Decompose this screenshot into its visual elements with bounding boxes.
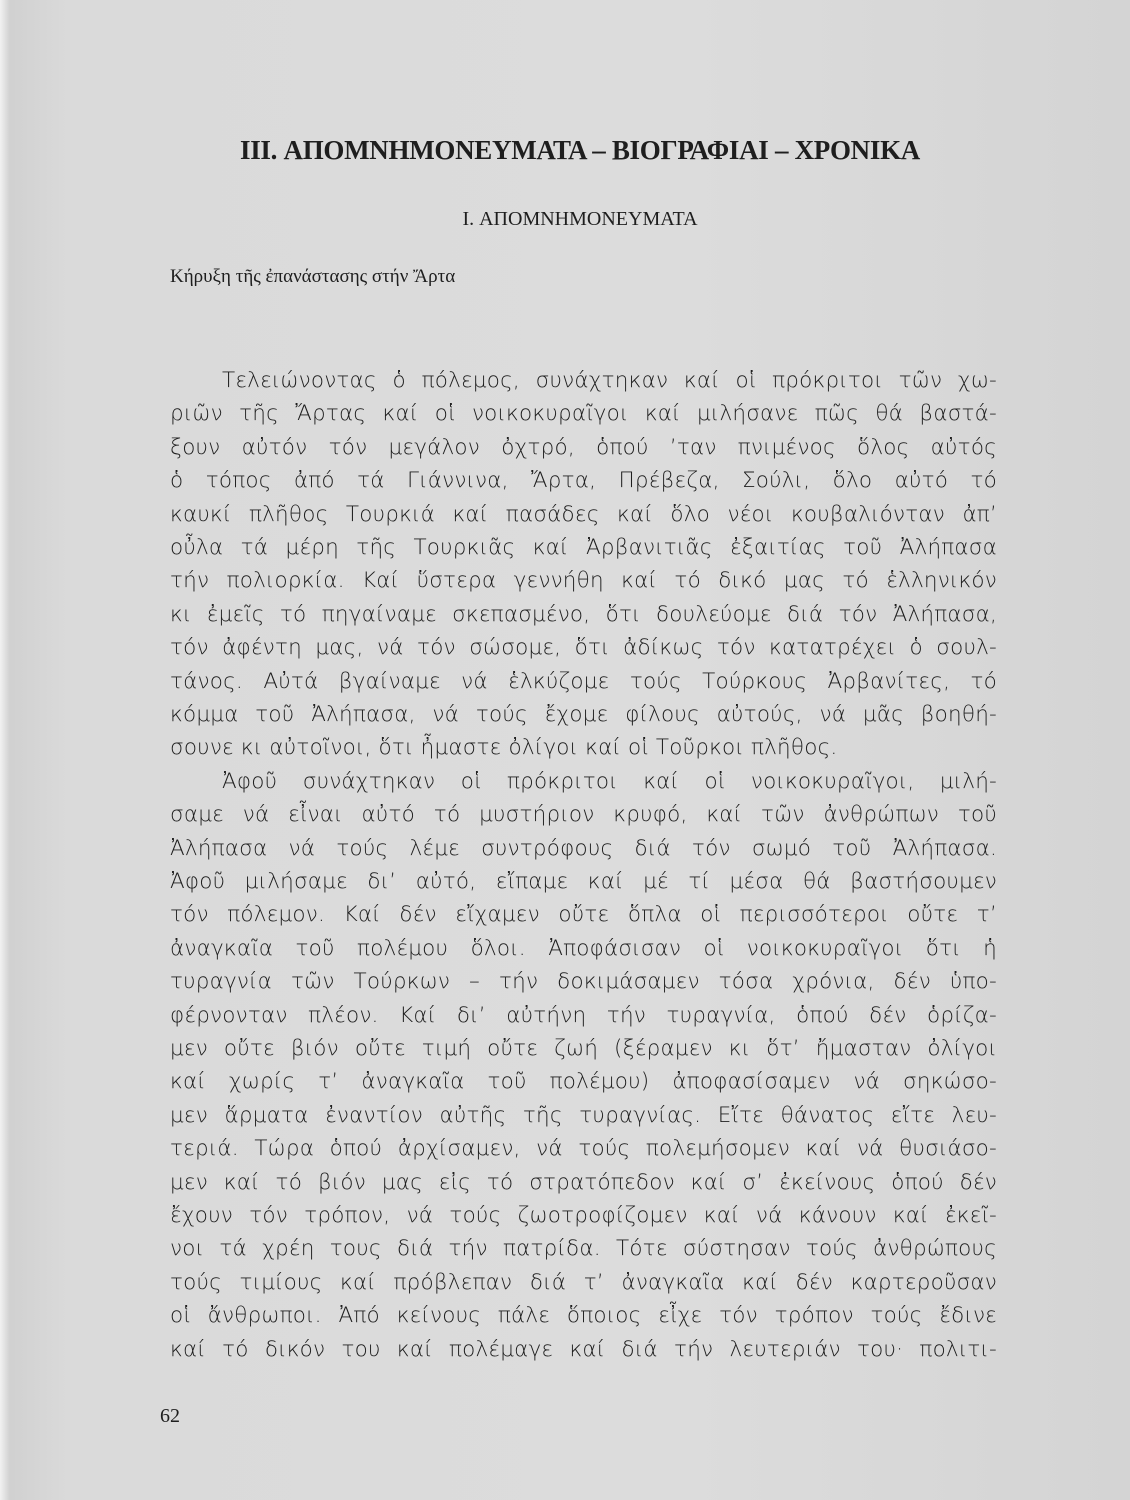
text-line: ριῶν τῆς Ἄρτας καί οἱ νοικοκυραῖγοι καί μιλήσανε πῶς θά βαστά- — [170, 401, 997, 427]
text-line: τόν πόλεμον. Καί δέν εἴχαμεν οὔτε ὅπλα οἱ περισσότεροι οὔτε τ’ — [170, 902, 997, 928]
text-line: κόμμα τοῦ Ἀλήπασα, νά τούς ἔχομε φίλους αὐτούς, νά μᾶς βοηθή- — [170, 702, 997, 727]
text-line: καί χωρίς τ’ ἀναγκαῖα τοῦ πολέμου) ἀποφασίσαμεν νά σηκώσο- — [170, 1069, 997, 1095]
text-line: φέρνονταν πλέον. Καί δι’ αὐτήνη τήν τυραγνία, ὁπού δέν ὁρίζα- — [170, 1002, 997, 1028]
text-line: ὁ τόπος ἀπό τά Γιάννινα, Ἄρτα, Πρέβεζα, Σούλι, ὅλο αὐτό τό — [170, 468, 997, 494]
text-line: ἔχουν τόν τρόπον, νά τούς ζωοτροφίζομεν καί νά κάνουν καί ἐκεῖ- — [170, 1203, 997, 1228]
text-line: μεν ἅρματα ἐναντίον αὐτῆς τῆς τυραγνίας. Εἴτε θάνατος εἴτε λευ- — [170, 1102, 997, 1128]
text-line: τόν ἀφέντη μας, νά τόν σώσομε, ὅτι ἀδίκως τόν κατατρέχει ὁ σουλ- — [170, 635, 997, 661]
text-line: Ἀφοῦ μιλήσαμε δι’ αὐτό, εἴπαμε καί μέ τί μέσα θά βαστήσουμεν — [170, 869, 997, 894]
text-line: Ἀφοῦ συνάχτηκαν οἱ πρόκριτοι καί οἱ νοικοκυραῖγοι, μιλή- — [222, 768, 997, 794]
chapter-title: I. ΑΠΟΜΝΗΜΟΝΕΥΜΑΤΑ — [462, 208, 698, 230]
text-line: Ἀλήπασα νά τούς λέμε συντρόφους διά τόν σωμό τοῦ Ἀλήπασα. — [170, 835, 997, 861]
text-line: σουνε κι αὐτοῖνοι, ὅτι ἦμαστε ὀλίγοι καί οἱ Τοῦρκοι πλῆθος. — [170, 735, 838, 761]
text-line: κι ἐμεῖς τό πηγαίναμε σκεπασμένο, ὅτι δουλεύομε διά τόν Ἀλήπασα, — [170, 601, 997, 627]
text-line: νοι τά χρέη τους διά τήν πατρίδα. Τότε σύστησαν τούς ἀνθρώπους — [170, 1236, 997, 1262]
page-edge-shadow — [0, 0, 10, 1500]
text-line: τυραγνία τῶν Τούρκων – τήν δοκιμάσαμεν τόσα χρόνια, δέν ὑπο- — [170, 969, 997, 995]
text-line: οἱ ἄνθρωποι. Ἀπό κείνους πάλε ὅποιος εἶχε τόν τρόπον τούς ἔδινε — [170, 1303, 997, 1329]
text-line: οὖλα τά μέρη τῆς Τουρκιᾶς καί Ἀρβανιτιᾶς ἐξαιτίας τοῦ Ἀλήπασα — [170, 535, 997, 560]
text-line: ἀναγκαῖα τοῦ πολέμου ὅλοι. Ἀποφάσισαν οἱ νοικοκυραῖγοι ὅτι ἡ — [170, 935, 997, 961]
page-number: 62 — [160, 1405, 180, 1427]
part-title: III. ΑΠΟΜΝΗΜΟΝΕΥΜΑΤΑ – ΒΙΟΓΡΑΦΙΑΙ – ΧΡΟΝΙΚΑ — [240, 135, 920, 165]
text-line: σαμε νά εἶναι αὐτό τό μυστήριον κρυφό, καί τῶν ἀνθρώπων τοῦ — [170, 802, 997, 828]
text-line: ξουν αὐτόν τόν μεγάλον ὀχτρό, ὁπού ’ταν πνιμένος ὅλος αὐτός — [170, 434, 997, 460]
text-line: μεν καί τό βιόν μας εἰς τό στρατόπεδον καί σ’ ἐκείνους ὁπού δέν — [170, 1169, 997, 1195]
section-title: Κήρυξη τῆς ἐπανάστασης στήν Ἄρτα — [170, 266, 456, 287]
text-line: τεριά. Τώρα ὁπού ἀρχίσαμεν, νά τούς πολεμήσομεν καί νά θυσιάσο- — [170, 1136, 997, 1162]
text-line: Τελειώνοντας ὁ πόλεμος, συνάχτηκαν καί οἱ πρόκριτοι τῶν χω- — [222, 368, 997, 393]
text-line: τούς τιμίους καί πρόβλεπαν διά τ’ ἀναγκαῖα καί δέν καρτεροῦσαν — [170, 1269, 997, 1295]
text-line: καί τό δικόν του καί πολέμαγε καί διά τήν λευτεριάν του· πολιτι- — [170, 1336, 997, 1362]
text-line: τάνος. Αὐτά βγαίναμε νά ἑλκύζομε τούς Τούρκους Ἀρβανίτες, τό — [170, 668, 997, 694]
text-line: μεν οὔτε βιόν οὔτε τιμή οὔτε ζωή (ξέραμεν κι ὅτ’ ἤμασταν ὀλίγοι — [170, 1036, 997, 1061]
text-line: καυκί πλῆθος Τουρκιά καί πασάδες καί ὅλο νέοι κουβαλιόνταν ἀπ’ — [170, 501, 997, 527]
text-line: τήν πολιορκία. Καί ὕστερα γεννήθη καί τό δικό μας τό ἑλληνικόν — [170, 568, 997, 594]
